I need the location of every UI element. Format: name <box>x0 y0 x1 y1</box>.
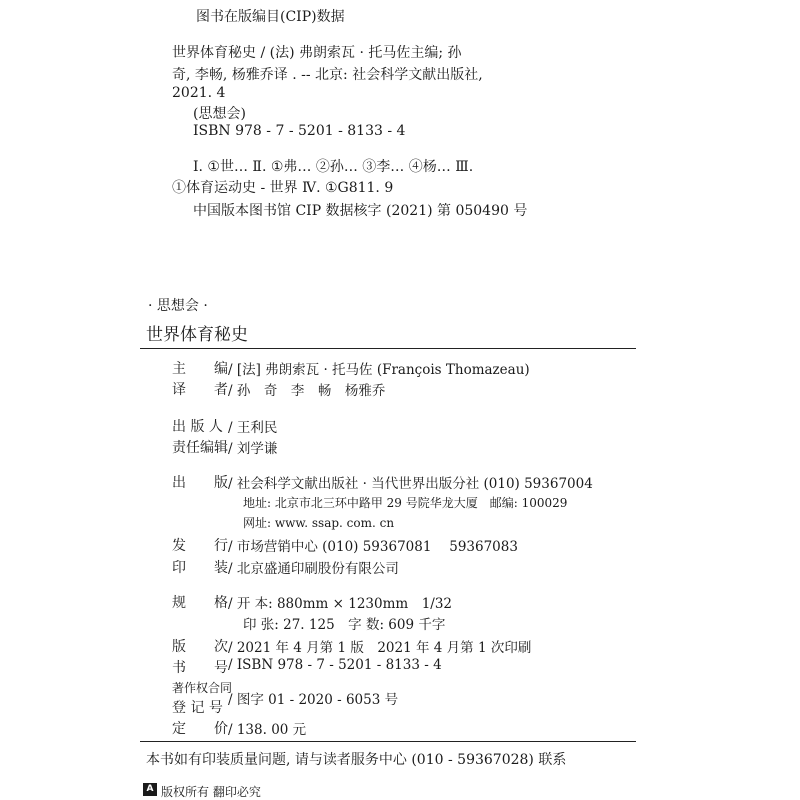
bottom-rule <box>140 741 636 742</box>
label-publisher: 出 版 <box>172 475 228 491</box>
value-sheets-words: 印 张: 27. 125 字 数: 609 千字 <box>243 617 446 633</box>
label-copyright-contract: 著作权合同 <box>172 681 233 695</box>
cip-line-2: 奇, 李畅, 杨雅乔译 . -- 北京: 社会科学文献出版社, <box>172 67 483 83</box>
value-publisher-person: / 王利民 <box>228 420 278 436</box>
quality-notice: 本书如有印装质量问题, 请与读者服务中心 (010 - 59367028) 联系 <box>146 752 567 768</box>
label-edition: 版 次 <box>172 639 228 655</box>
label-editor: 主 编 <box>172 361 228 377</box>
label-specification: 规 格 <box>172 595 228 611</box>
value-editor: / [法] 弗朗索瓦 · 托马佐 (François Thomazeau) <box>228 362 530 378</box>
value-responsible-editor: / 刘学谦 <box>228 441 278 457</box>
value-distribution: / 市场营销中心 (010) 59367081 59367083 <box>228 539 518 555</box>
label-printing: 印 装 <box>172 560 228 576</box>
cip-number: 中国版本图书馆 CIP 数据核字 (2021) 第 050490 号 <box>193 203 528 219</box>
cip-header: 图书在版编目(CIP)数据 <box>196 9 345 25</box>
label-price: 定 价 <box>172 721 228 737</box>
book-title: 世界体育秘史 <box>146 325 248 345</box>
cip-line-1: 世界体育秘史 / (法) 弗朗索瓦 · 托马佐主编; 孙 <box>172 45 462 61</box>
value-printing: / 北京盛通印刷股份有限公司 <box>228 561 399 577</box>
rights-reserved: 版权所有 翻印必究 <box>161 785 261 799</box>
value-book-number: / ISBN 978 - 7 - 5201 - 8133 - 4 <box>228 657 442 673</box>
value-registration-number: / 图字 01 - 2020 - 6053 号 <box>228 692 399 708</box>
series-name: · 思想会 · <box>148 298 208 314</box>
label-registration-number: 登 记 号 <box>172 700 223 716</box>
label-distribution: 发 行 <box>172 538 228 554</box>
cip-line-3: 2021. 4 <box>172 85 226 101</box>
cip-class-line-2: ①体育运动史 - 世界 Ⅳ. ①G811. 9 <box>172 180 394 196</box>
value-publisher: / 社会科学文献出版社 · 当代世界出版分社 (010) 59367004 <box>228 476 593 492</box>
cip-line-4: (思想会) <box>193 106 246 122</box>
publisher-logo-icon: A <box>143 783 157 796</box>
publisher-website: 网址: www. ssap. com. cn <box>243 516 395 530</box>
value-price: / 138. 00 元 <box>228 722 307 738</box>
value-edition: / 2021 年 4 月第 1 版 2021 年 4 月第 1 次印刷 <box>228 640 532 656</box>
value-specification: / 开 本: 880mm × 1230mm 1/32 <box>228 596 453 612</box>
label-translator: 译 者 <box>172 382 228 398</box>
cip-class-line-1: Ⅰ. ①世… Ⅱ. ①弗… ②孙… ③李… ④杨… Ⅲ. <box>193 159 474 175</box>
cip-isbn: ISBN 978 - 7 - 5201 - 8133 - 4 <box>193 123 406 139</box>
label-responsible-editor: 责任编辑 <box>172 440 228 456</box>
publisher-address: 地址: 北京市北三环中路甲 29 号院华龙大厦 邮编: 100029 <box>243 496 568 510</box>
title-rule <box>140 348 636 349</box>
label-publisher-person: 出 版 人 <box>172 419 223 435</box>
label-book-number: 书 号 <box>172 660 228 676</box>
value-translator: / 孙 奇 李 畅 杨雅乔 <box>228 383 386 399</box>
